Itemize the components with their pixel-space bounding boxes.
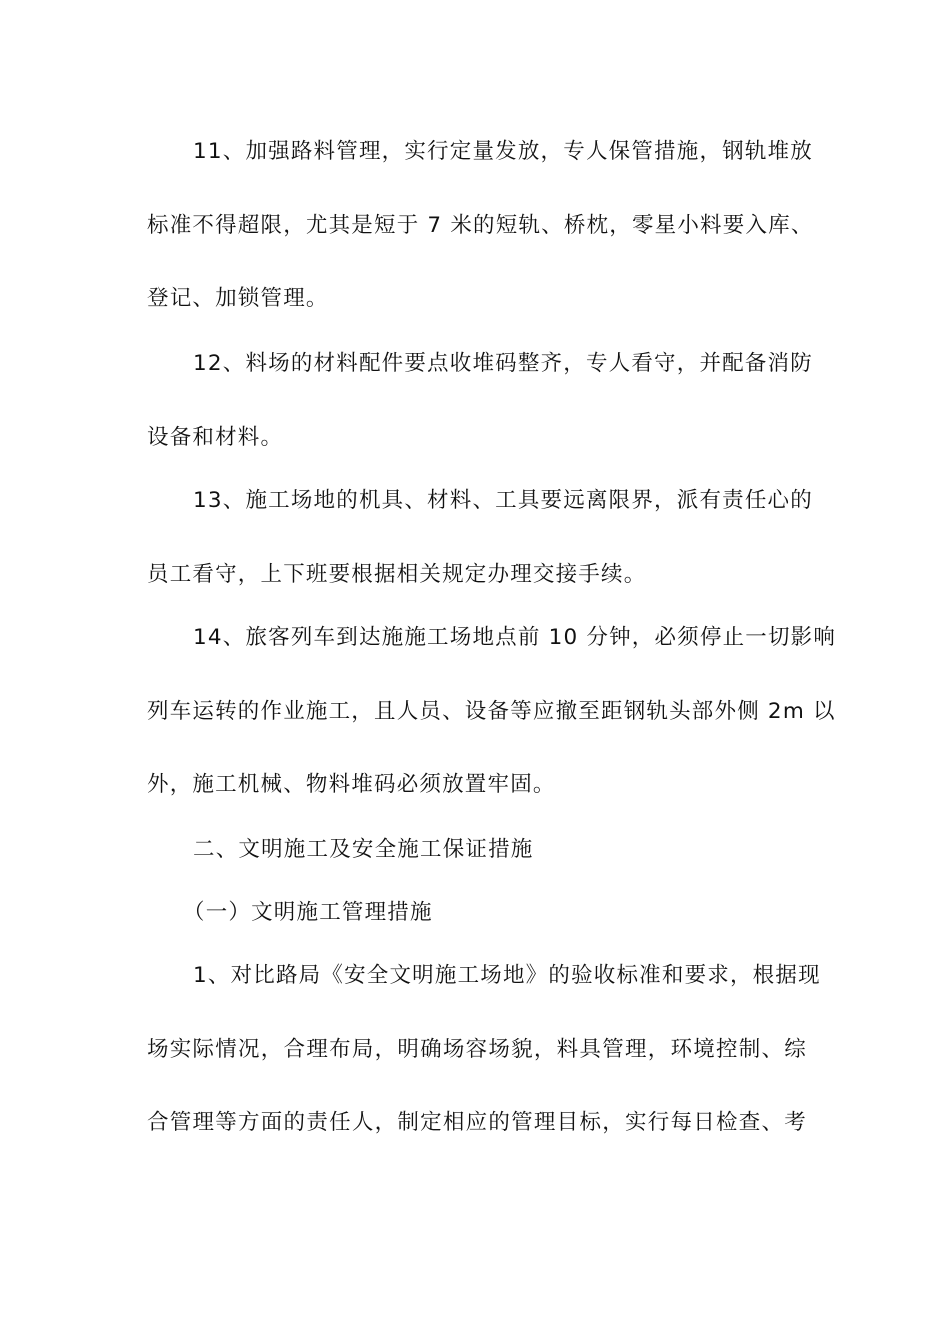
paragraph-1-line-2: 场实际情况，合理布局，明确场容场貌，料具管理，环境控制、综 — [147, 1037, 807, 1062]
paragraph-13-line-2: 员工看守，上下班要根据相关规定办理交接手续。 — [147, 562, 647, 587]
paragraph-14-line-1: 14、旅客列车到达施施工场地点前 10 分钟，必须停止一切影响 — [193, 625, 837, 650]
subsection-heading-1: （一）文明施工管理措施 — [183, 900, 433, 925]
paragraph-13-line-1: 13、施工场地的机具、材料、工具要远离限界，派有责任心的 — [193, 488, 813, 513]
paragraph-11-line-1: 11、加强路料管理，实行定量发放，专人保管措施，钢轨堆放 — [193, 139, 813, 164]
paragraph-11-line-2: 标准不得超限，尤其是短于 7 米的短轨、桥枕，零星小料要入库、 — [147, 213, 814, 238]
paragraph-1-line-1: 1、对比路局《安全文明施工场地》的验收标准和要求，根据现 — [193, 963, 821, 988]
paragraph-11-line-3: 登记、加锁管理。 — [147, 286, 329, 311]
section-heading-2: 二、文明施工及安全施工保证措施 — [193, 837, 534, 862]
paragraph-14-line-2: 列车运转的作业施工，且人员、设备等应撤至距钢轨头部外侧 2m 以 — [147, 699, 836, 724]
paragraph-12-line-2: 设备和材料。 — [147, 425, 284, 450]
paragraph-1-line-3: 合管理等方面的责任人，制定相应的管理目标，实行每日检查、考 — [147, 1110, 807, 1135]
paragraph-12-line-1: 12、料场的材料配件要点收堆码整齐，专人看守，并配备消防 — [193, 351, 813, 376]
paragraph-14-line-3: 外，施工机械、物料堆码必须放置牢固。 — [147, 772, 556, 797]
